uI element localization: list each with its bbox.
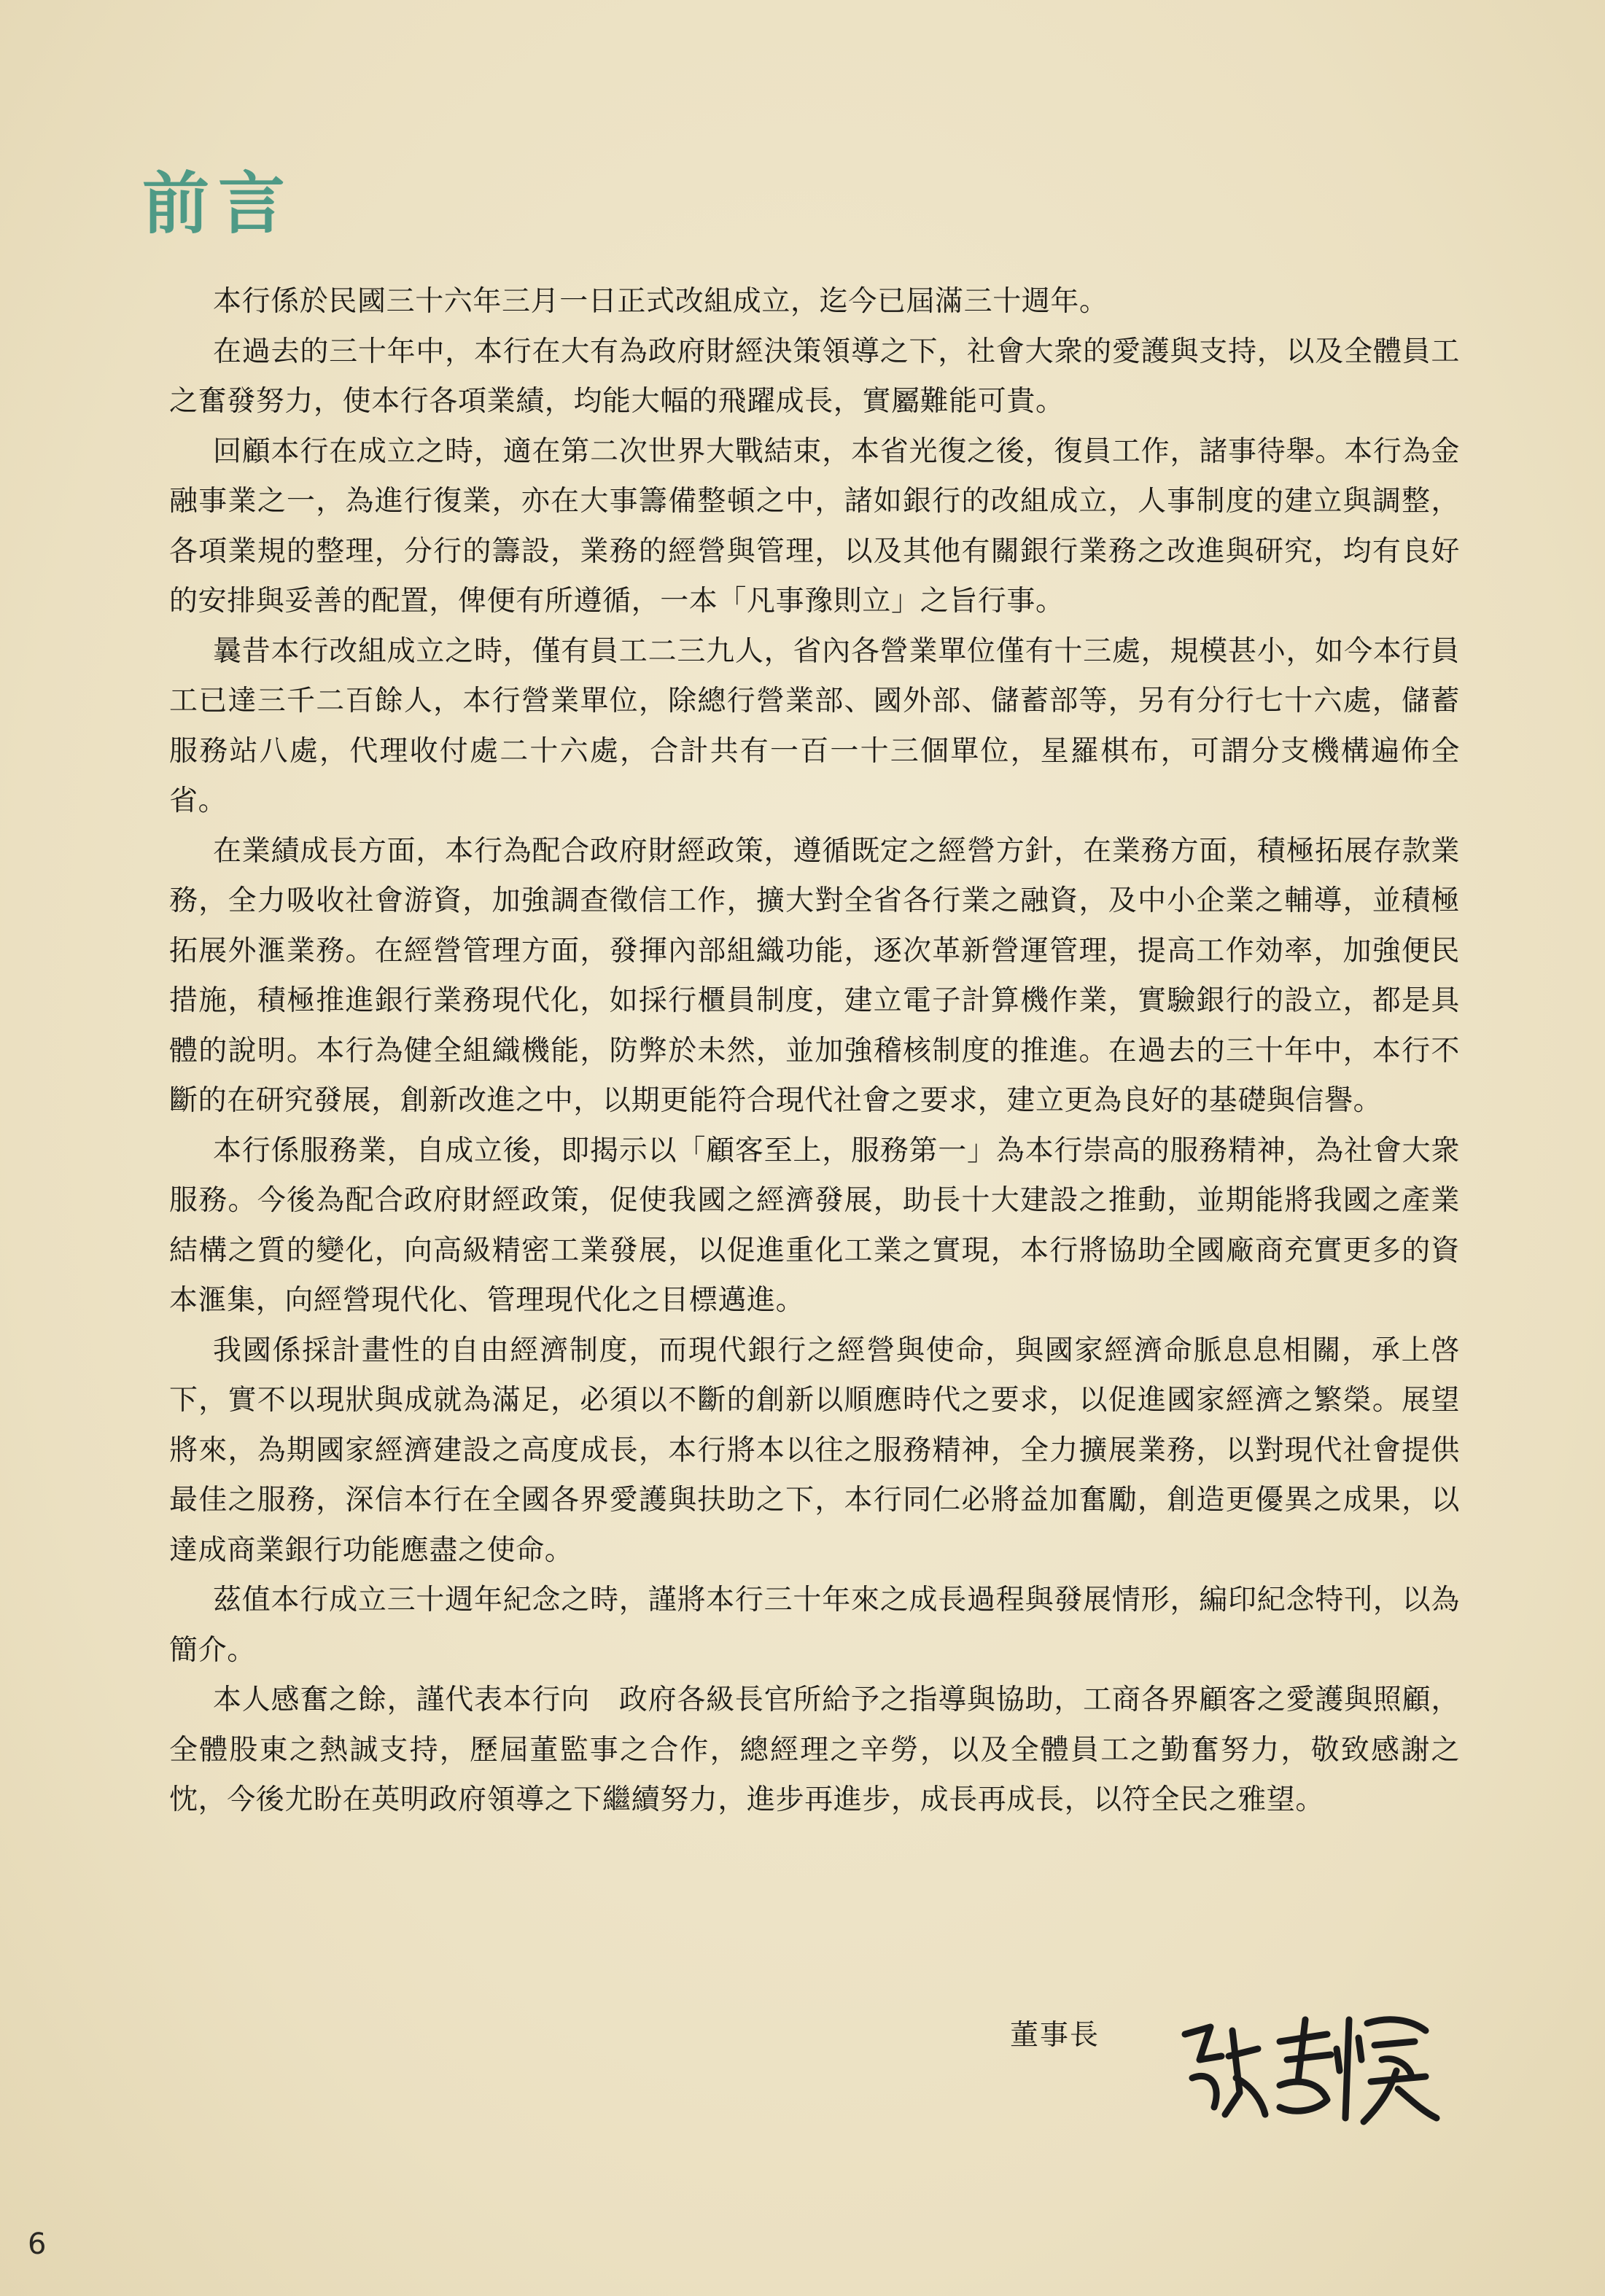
paragraph-5: 在業績成長方面，本行為配合政府財經政策，遵循既定之經營方針，在業務方面，積極拓展存款業務，全力吸收社會游資，加強調查徵信工作，擴大對全省各行業之融資，及中小企業之輔導，並積極拓展外滙業務。在經營管理方面，發揮內部組織功能，逐次革新營運管理，提高工作効率，加強便民措施，積極推進銀行業務現代化，如採行櫃員制度，建立電子計算機作業，實驗銀行的設立，都是具體的說明。本行為健全組織機能，防弊於未然，並加強稽核制度的推進。在過去的三十年中，本行不斷的在研究發展，創新改進之中，以期更能符合現代社會之要求，建立更為良好的基礎與信譽。 [169, 834, 1460, 1117]
paragraph-1: 本行係於民國三十六年三月一日正式改組成立，迄今已屆滿三十週年。 [213, 285, 1108, 318]
paragraph-2: 在過去的三十年中，本行在大有為政府財經決策領導之下，社會大衆的愛護與支持，以及全體員工之奮發努力，使本行各項業績，均能大幅的飛躍成長，實屬難能可貴。 [169, 335, 1460, 418]
page-number: 6 [28, 2227, 47, 2261]
paragraph-4: 曩昔本行改組成立之時，僅有員工二三九人，省內各營業單位僅有十三處，規模甚小，如今本行員工已達三千二百餘人，本行營業單位，除總行營業部、國外部、儲蓄部等，另有分行七十六處，儲蓄服務站八處，代理收付處二十六處，合計共有一百一十三個單位，星羅棋布，可謂分支機構遍佈全省。 [169, 634, 1460, 817]
page-title: 前言 [142, 165, 295, 243]
paragraph-3: 回顧本行在成立之時，適在第二次世界大戰結束，本省光復之後，復員工作，諸事待舉。本行為金融事業之一，為進行復業，亦在大事籌備整頓之中，諸如銀行的改組成立，人事制度的建立與調整，各項業規的整理，分行的籌設，業務的經營與管理，以及其他有關銀行業務之改進與研究，均有良好的安排與妥善的配置，俾便有所遵循，一本「凡事豫則立」之旨行事。 [169, 435, 1460, 618]
paragraph-8: 茲值本行成立三十週年紀念之時，謹將本行三十年來之成長過程與發展情形，編印紀念特刊，以為簡介。 [169, 1584, 1460, 1667]
paragraph-9: 本人感奮之餘，謹代表本行向 政府各級長官所給予之指導與協助，工商各界顧客之愛護與照顧，全體股東之熱誠支持，歷屆董監事之合作，總經理之辛勞，以及全體員工之勤奮努力，敬致感謝之忱，今後尤盼在英明政府領導之下繼續努力，進步再進步，成長再成長，以符全民之雅望。 [169, 1684, 1460, 1816]
paragraph-7: 我國係採計畫性的自由經濟制度，而現代銀行之經營與使命，與國家經濟命脈息息相關，承上啓下，實不以現狀與成就為滿足，必須以不斷的創新以順應時代之要求，以促進國家經濟之繁榮。展望將來，為期國家經濟建設之高度成長，本行將本以往之服務精神，全力擴展業務，以對現代社會提供最佳之服務，深信本行在全國各界愛護與扶助之下，本行同仁必將益加奮勵，創造更優異之成果，以達成商業銀行功能應盡之使命。 [169, 1334, 1460, 1567]
signature-label: 董事長 [1010, 2019, 1100, 2052]
signature-block [1010, 1990, 1462, 2136]
body-text [169, 277, 1460, 1826]
handwritten-signature [1170, 1990, 1447, 2136]
paragraph-6: 本行係服務業，自成立後，即揭示以「顧客至上，服務第一」為本行崇高的服務精神，為社會大衆服務。今後為配合政府財經政策，促使我國之經濟發展，助長十大建設之推動，並期能將我國之產業結構之質的變化，向高級精密工業發展，以促進重化工業之實現，本行將協助全國廠商充實更多的資本滙集，向經營現代化、管理現代化之目標邁進。 [169, 1134, 1460, 1317]
